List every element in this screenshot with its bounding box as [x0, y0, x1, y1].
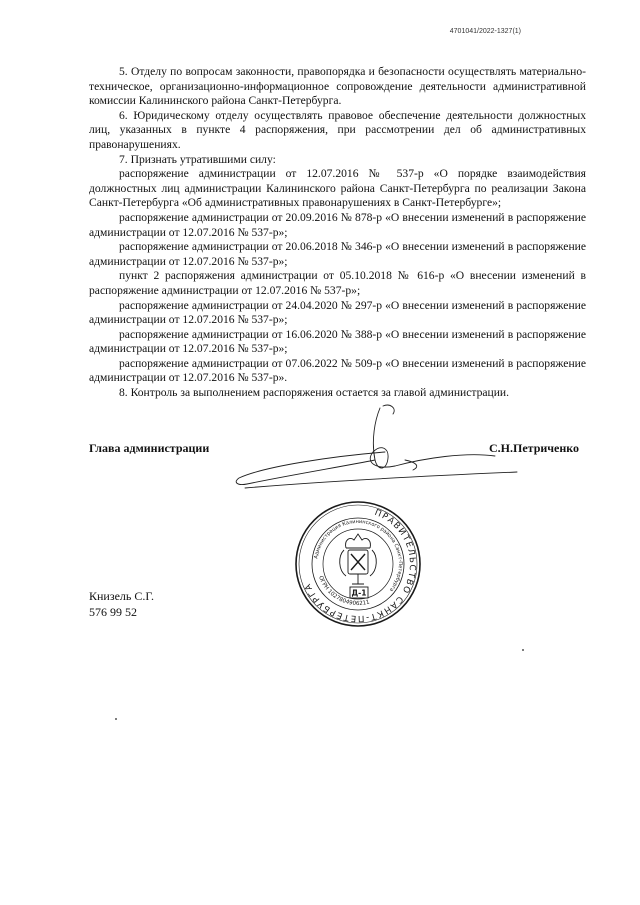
executor-phone: 576 99 52: [89, 605, 137, 619]
scan-speck: [115, 718, 117, 720]
repealed-item-1: распоряжение администрации от 12.07.2016 № 537-р «О порядке взаимодействия должностных лиц администрации Калининского района Санкт-Петербурга по реализации Закона Санкт-Петербурга «Об административных правонарушениях в Санкт-Петербурге»;: [89, 167, 586, 210]
paragraph-5: 5. Отделу по вопросам законности, правопорядка и безопасности осуществлять материально-техническое, организационно-информационное сопровождение деятельности административной комиссии Калининского района Санкт-Петербурга.: [89, 65, 586, 108]
official-seal: [294, 500, 422, 628]
signatory-name: С.Н.Петриченко: [489, 441, 580, 455]
repealed-item-3: распоряжение администрации от 20.06.2018 № 346-р «О внесении изменений в распоряжение администрации от 12.07.2016 № 537-р»;: [89, 240, 586, 268]
paragraph-6: 6. Юридическому отделу осуществлять правовое обеспечение деятельности должностных лиц, указанных в пункте 4 распоряжения, при рассмотрении дел об административных правонарушениях.: [89, 108, 586, 151]
repealed-item-2: распоряжение администрации от 20.09.2016 № 878-р «О внесении изменений в распоряжение администрации от 12.07.2016 № 537-р»;: [89, 210, 586, 239]
seal-code: Д-1: [351, 588, 367, 598]
repealed-item-5: распоряжение администрации от 24.04.2020 № 297-р «О внесении изменений в распоряжение администрации от 12.07.2016 № 537-р»;: [89, 298, 586, 327]
signatory-title: Глава администрации: [89, 441, 210, 455]
registration-number: 4701041/2022-1327(1): [449, 28, 521, 35]
scan-speck: [522, 649, 524, 651]
seal-inner-text: Администрация Калининского района Санкт-Петербурга: [313, 518, 404, 593]
seal-ogrn-text: ОГРН 1027804906211: [317, 575, 371, 608]
repealed-item-7: распоряжение администрации от 07.06.2022 № 509-р «О внесении изменений в распоряжение администрации от 12.07.2016 № 537-р».: [89, 356, 586, 385]
document-body: [89, 65, 586, 401]
repealed-item-6: распоряжение администрации от 16.06.2020 № 388-р «О внесении изменений в распоряжение администрации от 12.07.2016 № 537-р»;: [89, 327, 586, 356]
paragraph-7: 7. Признать утратившими силу:: [119, 152, 276, 166]
paragraph-8: 8. Контроль за выполнением распоряжения остается за главой администрации.: [119, 386, 510, 400]
repealed-item-4: пункт 2 распоряжения администрации от 05.10.2018 № 616-р «О внесении изменений в распоряжение администрации от 12.07.2016 № 537-р»;: [89, 269, 586, 297]
coat-of-arms-icon: [340, 534, 377, 584]
handwritten-signature: [225, 400, 525, 495]
seal-outer-text: ПРАВИТЕЛЬСТВО САНКТ-ПЕТЕРБУРГА: [302, 507, 418, 624]
executor-name: Книзель С.Г.: [89, 589, 154, 603]
